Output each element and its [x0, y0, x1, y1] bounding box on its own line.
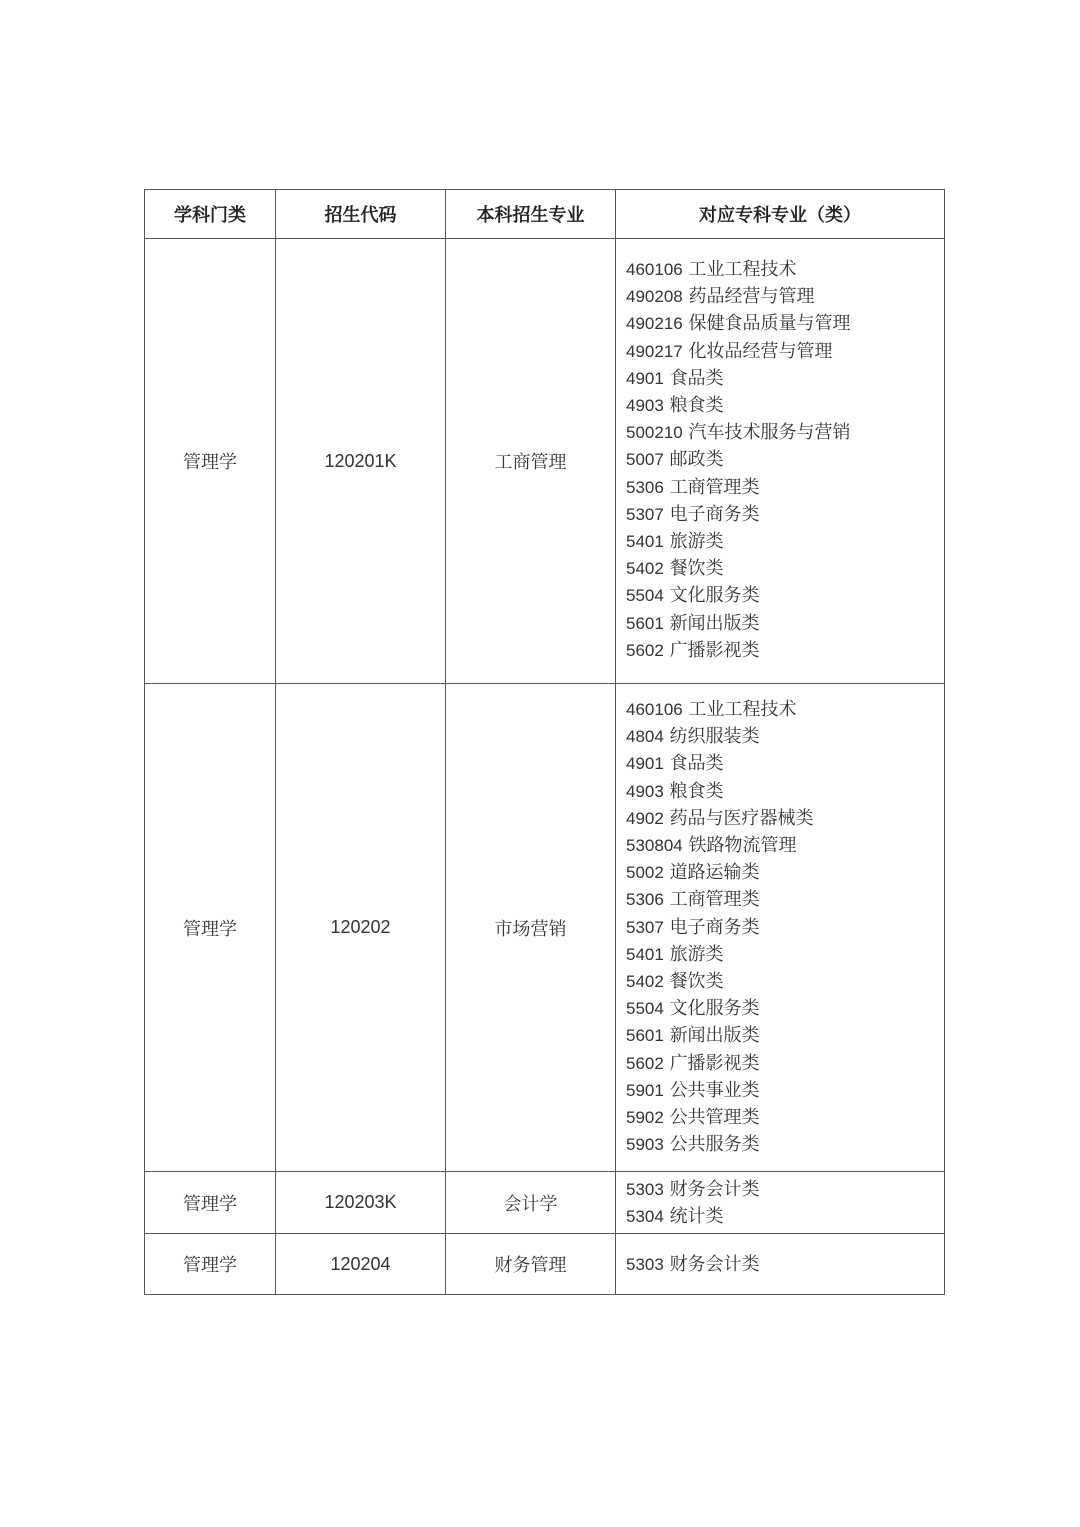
related-item: 460106 工业工程技术 — [626, 259, 797, 280]
header-category: 学科门类 — [145, 190, 276, 239]
category-cell: 管理学 — [145, 1172, 276, 1234]
related-item: 5306 工商管理类 — [626, 889, 760, 911]
header-code: 招生代码 — [276, 190, 446, 239]
category-cell: 管理学 — [145, 1234, 276, 1295]
code-cell: 120201K — [276, 239, 446, 684]
major-cell: 会计学 — [446, 1172, 616, 1234]
related-item: 5602 广播影视类 — [626, 639, 760, 661]
code-cell: 120204 — [276, 1234, 446, 1295]
related-item: 5504 文化服务类 — [626, 585, 760, 607]
related-item: 5602 广播影视类 — [626, 1052, 760, 1074]
header-major: 本科招生专业 — [446, 190, 616, 239]
table-row — [145, 684, 945, 1172]
related-item: 5306 工商管理类 — [626, 476, 760, 498]
header-related: 对应专科专业（类） — [616, 190, 945, 239]
table-row — [145, 1172, 945, 1234]
major-cell: 工商管理 — [446, 239, 616, 684]
related-item: 500210 汽车技术服务与营销 — [626, 422, 851, 444]
related-item: 4902 药品与医疗器械类 — [626, 807, 814, 829]
related-item: 4903 粮食类 — [626, 780, 724, 802]
table-header-row — [145, 190, 945, 239]
related-item: 5307 电子商务类 — [626, 503, 760, 525]
related-item: 5402 餐饮类 — [626, 558, 724, 580]
related-item: 5901 公共事业类 — [626, 1079, 760, 1101]
majors-table — [144, 189, 945, 1295]
major-cell: 市场营销 — [446, 684, 616, 1172]
related-item: 5902 公共管理类 — [626, 1107, 760, 1129]
related-cell — [616, 1172, 945, 1234]
related-item: 4901 食品类 — [626, 367, 724, 389]
related-item: 5002 道路运输类 — [626, 862, 760, 884]
related-item: 5401 旅游类 — [626, 943, 724, 965]
related-item: 5601 新闻出版类 — [626, 612, 760, 634]
related-item: 5601 新闻出版类 — [626, 1025, 760, 1047]
related-item: 460106 工业工程技术 — [626, 699, 797, 720]
related-item: 530804 铁路物流管理 — [626, 835, 797, 857]
related-item: 5402 餐饮类 — [626, 971, 724, 993]
table-row — [145, 1234, 945, 1295]
related-item: 490216 保健食品质量与管理 — [626, 313, 851, 335]
related-item: 5007 邮政类 — [626, 449, 724, 471]
related-item: 5504 文化服务类 — [626, 998, 760, 1020]
category-cell: 管理学 — [145, 239, 276, 684]
code-cell: 120203K — [276, 1172, 446, 1234]
related-item: 5401 旅游类 — [626, 531, 724, 553]
related-item: 5903 公共服务类 — [626, 1134, 760, 1156]
related-cell — [616, 239, 945, 684]
related-item: 5303 财务会计类 — [626, 1254, 760, 1275]
table-row — [145, 239, 945, 684]
related-cell — [616, 1234, 945, 1295]
related-item: 4903 粮食类 — [626, 395, 724, 417]
related-cell — [616, 684, 945, 1172]
major-cell: 财务管理 — [446, 1234, 616, 1295]
related-item: 5304 统计类 — [626, 1206, 724, 1228]
related-item: 490217 化妆品经营与管理 — [626, 340, 833, 362]
related-item: 4901 食品类 — [626, 753, 724, 775]
category-cell: 管理学 — [145, 684, 276, 1172]
related-item: 5307 电子商务类 — [626, 916, 760, 938]
code-cell: 120202 — [276, 684, 446, 1172]
related-item: 5303 财务会计类 — [626, 1179, 760, 1200]
related-item: 4804 纺织服装类 — [626, 726, 760, 748]
related-item: 490208 药品经营与管理 — [626, 286, 815, 308]
